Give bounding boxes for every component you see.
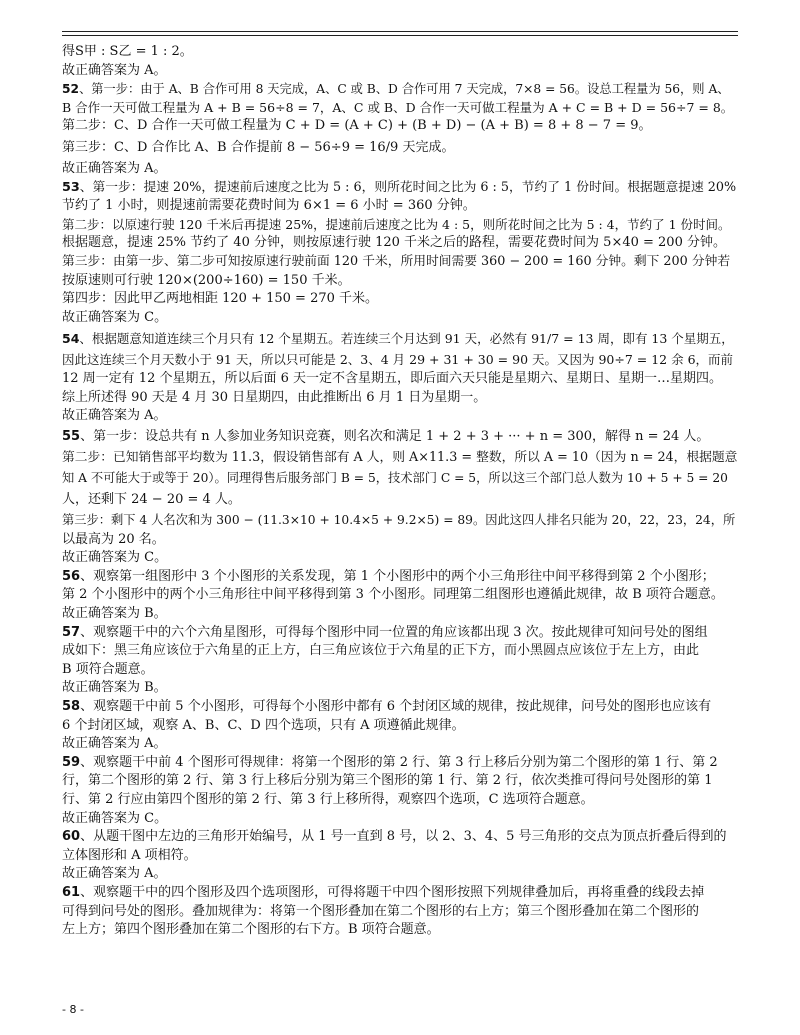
question-number: 52: [62, 82, 80, 97]
line-text: 第三步：剩下 4 人名次和为 300 − (11.3×10 + 10.4×5 + 9.2×5) = 89。因此这四人排名只能为 20，22，23，24，所: [62, 512, 736, 527]
question-explanation-start: [62, 179, 738, 198]
text-line: [62, 99, 738, 118]
line-text: 、观察题干中前 5 个小图形，可得每个小图形中都有 6 个封闭区域的规律，按此规律，问号处的图形也应该有: [80, 699, 712, 715]
line-text: 故正确答案为 C。: [62, 309, 168, 325]
text-line: [62, 290, 738, 309]
line-text: 根据题意，提速 25% 节约了 40 分钟，则按原速行驶 120 千米之后的路程，需要花费时间为 5×40 = 200 分钟。: [62, 235, 726, 251]
text-line: [62, 847, 738, 866]
question-explanation-start: [62, 698, 738, 717]
question-number: 57: [62, 624, 81, 640]
line-text: 、观察题干中前 4 个图形可得规律：将第一个图形的第 2 行、第 3 行上移后分别为第二个图形的第 1 行、第 2: [80, 754, 718, 770]
line-text: 按原速则可行驶 120×(200÷160) = 150 千米。: [62, 272, 351, 288]
text-line: [62, 234, 738, 253]
header-rule-thin: [62, 35, 738, 36]
text-line: [62, 62, 738, 81]
text-line: [62, 160, 738, 179]
text-line: [62, 447, 738, 468]
question-number: 60: [62, 829, 81, 845]
question-explanation-start: [62, 884, 738, 903]
text-line: [62, 586, 738, 605]
line-text: 、根据题意知道连续三个月只有 12 个星期五。若连续三个月达到 91 天，必然有 91/7 = 13 周，即有 13 个星期五，: [79, 331, 734, 347]
line-text: 、第一步：设总共有 n 人参加业务知识竞赛，则名次和满足 1 + 2 + 3 + ··· + n = 300，解得 n = 24 人。: [80, 428, 710, 444]
line-text: 第 2 个小图形中的两个小三角形往中间平移得到第 3 个小图形。同理第二组图形也遵循此规律，故 B 项符合题意。: [62, 587, 724, 603]
text-line: [62, 865, 738, 884]
line-text: 、观察题干中的四个图形及四个选项图形，可得将题干中四个图形按照下列规律叠加后，再将重叠的线段去掉: [80, 884, 705, 900]
line-text: 、第一步：提速 20%，提速前后速度之比为 5 : 6，则所花时间之比为 6 : 5，节约了 1 份时间。根据题意提速 20%: [79, 179, 737, 195]
question-number: 55: [62, 428, 81, 444]
text-line: [62, 216, 738, 235]
answer-explanations: [62, 43, 738, 940]
text-line: [62, 489, 738, 510]
text-line: [62, 117, 738, 136]
line-text: 知 A 不可能大于或等于 20）。同理得售后服务部门 B = 5，技术部门 C = 5，所以这三个部门总人数为 10 + 5 + 5 = 20: [62, 470, 728, 485]
question-explanation-start: [62, 624, 738, 643]
line-text: 行，第二个图形的第 2 行、第 3 行上移后分别为第三个图形的第 1 行、第 2 行，依次类推可得问号处图形的第 1: [62, 773, 713, 789]
text-line: [62, 810, 738, 829]
line-text: 故正确答案为 A。: [62, 160, 167, 176]
text-line: [62, 468, 738, 489]
line-text: 以最高为 20 名。: [62, 531, 165, 547]
line-text: B 项符合题意。: [62, 661, 154, 677]
text-line: [62, 309, 738, 328]
line-text: 故正确答案为 A。: [62, 736, 167, 752]
line-text: 12 周一定有 12 个星期五，所以后面 6 天一定不含星期五，即后面六天只能是星期六、星期日、星期一…星期四。: [62, 370, 723, 386]
line-text: 第四步：因此甲乙两地相距 120 + 150 = 270 千米。: [62, 291, 379, 307]
text-line: [62, 407, 738, 426]
question-number: 61: [62, 884, 81, 900]
text-line: [62, 549, 738, 568]
question-explanation-start: [62, 754, 738, 773]
line-text: 、从题干图中左边的三角形开始编号，从 1 号一直到 8 号，以 2、3、4、5 号三角形的交点为顶点折叠后得到的: [80, 829, 727, 845]
line-text: 故正确答案为 A。: [62, 866, 167, 882]
text-line: [62, 605, 738, 624]
line-text: 故正确答案为 C。: [62, 550, 168, 566]
text-line: [62, 661, 738, 680]
text-line: [62, 791, 738, 810]
line-text: 行、第 2 行应由第四个图形的第 2 行、第 3 行上移所得，观察四个选项，C 选项符合题意。: [62, 792, 594, 807]
line-text: 故正确答案为 B。: [62, 680, 167, 696]
line-text: 、观察第一组图形中 3 个小图形的关系发现，第 1 个小图形中的两个小三角形往中间平移得到第 2 个小图形；: [80, 568, 715, 584]
text-line: [62, 642, 738, 661]
text-line: [62, 903, 738, 922]
text-line: [62, 43, 738, 62]
text-line: [62, 510, 738, 531]
text-line: [62, 679, 738, 698]
question-number: 56: [62, 568, 81, 584]
question-number: 59: [62, 754, 81, 770]
line-text: 左上方；第四个图形叠加在第二个图形的右下方。B 项符合题意。: [62, 922, 440, 938]
text-line: [62, 253, 738, 272]
question-explanation-start: [62, 80, 738, 99]
text-line: [62, 735, 738, 754]
line-text: 、观察题干中的六个六角星图形，可得每个图形中同一位置的角应该都出现 3 次。按此规律可知问号处的图组: [80, 624, 708, 640]
line-text: 故正确答案为 A。: [62, 62, 167, 78]
text-line: [62, 389, 738, 408]
question-explanation-start: [62, 327, 738, 351]
header-rule-thick: [62, 31, 738, 32]
line-text: 综上所述得 90 天是 4 月 30 日星期四，由此推断出 6 月 1 日为星期一。: [62, 389, 487, 405]
text-line: [62, 772, 738, 791]
line-text: 第三步：C、D 合作比 A、B 合作提前 8 − 56÷9 = 16/9 天完成。: [62, 139, 455, 155]
text-line: [62, 531, 738, 550]
line-text: 立体图形和 A 项相符。: [62, 847, 197, 863]
line-text: 第二步：C、D 合作一天可做工程量为 C + D = (A + C) + (B + D) − (A + B) = 8 + 8 − 7 = 9。: [62, 118, 652, 134]
line-text: 、第一步：由于 A、B 合作可用 8 天完成，A、C 或 B、D 合作可用 7 天完成，7×8 = 56。设总工程量为 56，则 A、: [79, 82, 730, 97]
line-text: 第二步：已知销售部平均数为 11.3，假设销售部有 A 人，则 A×11.3 = 整数，所以 A = 10（因为 n = 24，根据题意: [62, 449, 738, 465]
line-text: 故正确答案为 B。: [62, 606, 167, 622]
line-text: 故正确答案为 C。: [62, 810, 168, 826]
text-line: [62, 351, 738, 370]
text-line: [62, 197, 738, 216]
line-text: 6 个封闭区域，观察 A、B、C、D 四个选项，只有 A 项遵循此规律。: [62, 717, 465, 733]
line-text: 第二步：以原速行驶 120 千米后再提速 25%，提速前后速度之比为 4 : 5，则所花时间之比为 5 : 4，节约了 1 份时间。: [62, 216, 731, 232]
line-text: 成如下：黑三角应该位于六角星的正上方，白三角应该位于六角星的正下方，而小黑圆点应该位于左上方，由此: [62, 643, 700, 659]
page-number: - 8 -: [62, 1003, 84, 1016]
question-number: 54: [62, 331, 80, 347]
line-text: 第三步：由第一步、第二步可知按原速行驶前面 120 千米，所用时间需要 360 − 200 = 160 分钟。剩下 200 分钟若: [62, 253, 731, 269]
text-line: [62, 272, 738, 291]
line-text: B 合作一天可做工程量为 A + B = 56÷8 = 7，A、C 或 B、D 合作一天可做工程量为 A + C = B + D = 56÷7 = 8。: [62, 99, 734, 115]
question-explanation-start: [62, 568, 738, 587]
text-line: [62, 921, 738, 940]
line-text: 人，还剩下 24 − 20 = 4 人。: [62, 491, 241, 507]
line-text: 可得到问号处的图形。叠加规律为：将第一个图形叠加在第二个图形的右上方；第三个图形叠加在第二个图形的: [62, 903, 700, 919]
line-text: 因此这连续三个月天数小于 91 天，所以只可能是 2、3、4 月 29 + 31 + 30 = 90 天。又因为 90÷7 = 12 余 6，而前: [62, 352, 734, 368]
question-number: 58: [62, 699, 81, 715]
line-text: 得S甲 : S乙 = 1 : 2。: [62, 44, 193, 59]
line-text: 故正确答案为 A。: [62, 408, 167, 424]
question-explanation-start: [62, 828, 738, 847]
text-line: [62, 370, 738, 389]
question-explanation-start: [62, 426, 738, 447]
text-line: [62, 136, 738, 160]
question-number: 53: [62, 179, 80, 195]
line-text: 节约了 1 小时，则提速前需要花费时间为 6×1 = 6 小时 = 360 分钟。: [62, 198, 476, 214]
text-line: [62, 717, 738, 736]
